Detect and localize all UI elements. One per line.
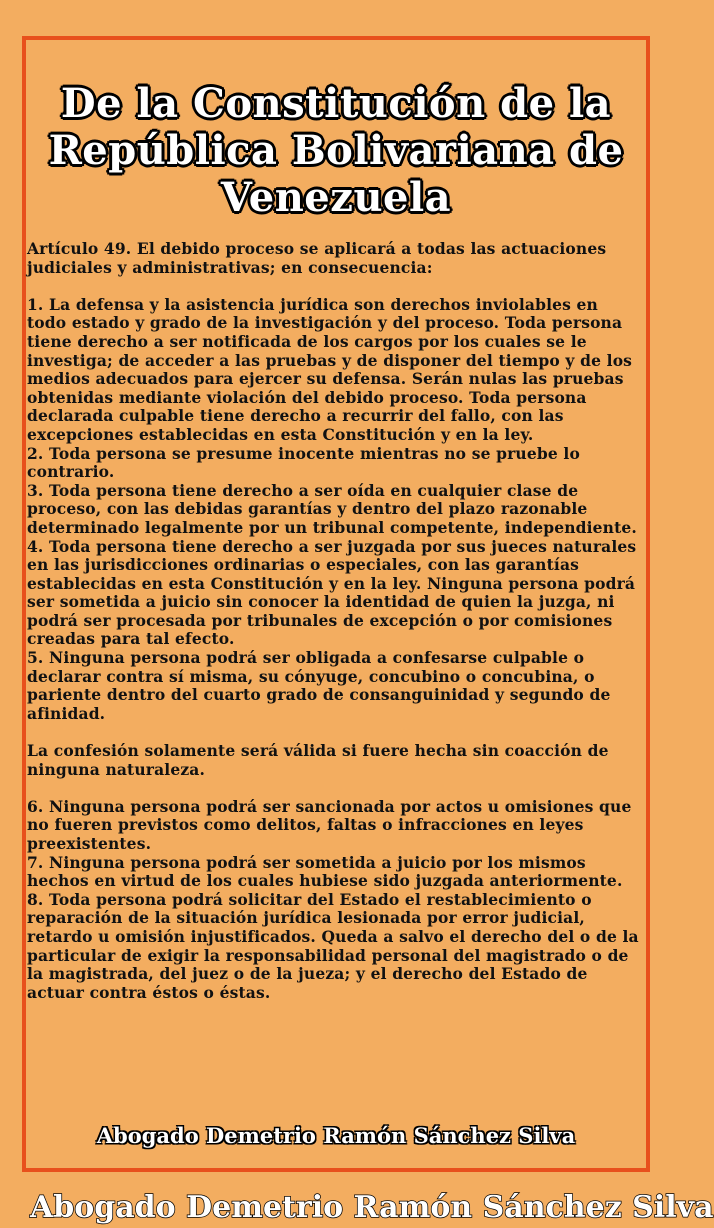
article-item: 7. Ninguna persona podrá ser sometida a juicio por los mismos hechos en virtud de los cuales hubiese sido juzgada anteriormente. <box>27 852 623 891</box>
article-body <box>27 240 639 1002</box>
article-item: 2. Toda persona se presume inocente mientras no se pruebe lo contrario. <box>27 443 580 482</box>
author-signature: Abogado Demetrio Ramón Sánchez Silva <box>96 1123 576 1148</box>
article-item: 1. La defensa y la asistencia jurídica son derechos inviolables en todo estado y grado de la investigación y del proceso. Toda persona tiene derecho a ser notificada de los cargos por los cuales se le investiga; de acceder a las pruebas y de disponer del tiempo y de los medios adecuados para ejercer su defensa. Serán nulas las pruebas obtenidas mediante violación del debido proceso. Toda persona declarada culpable tiene derecho a recurrir del fallo, con las excepciones establecidas en esta Constitución y en la ley. <box>27 294 633 444</box>
paragraph-gap <box>27 779 639 798</box>
title-line: De la Constitución de la <box>60 80 612 127</box>
paragraph-gap <box>27 723 639 742</box>
document-title <box>22 80 650 221</box>
confession-note: La confesión solamente será válida si fuere hecha sin coacción de ninguna naturaleza. <box>27 741 609 779</box>
title-line: República Bolivariana de <box>48 127 624 174</box>
article-item: 3. Toda persona tiene derecho a ser oída en cualquier clase de proceso, con las debidas garantías y dentro del plazo razonable determinado legalmente por un tribunal competente, independiente. <box>27 480 637 537</box>
article-item: 8. Toda persona podrá solicitar del Estado el restablecimiento o reparación de la situación jurídica lesionada por error judicial, retardo u omisión injustificados. Queda a salvo el derecho del o de la particular de exigir la responsabilidad personal del magistrado o de la magistrada, del juez o de la jueza; y el derecho del Estado de actuar contra éstos o éstas. <box>27 889 639 1002</box>
article-intro: Artículo 49. El debido proceso se aplicará a todas las actuaciones judiciales y administrativas; en consecuencia: <box>27 239 607 277</box>
article-item: 4. Toda persona tiene derecho a ser juzgada por sus jueces naturales en las jurisdicciones ordinarias o especiales, con las garantías establecidas en esta Constitución y en la ley. Ninguna persona podrá ser sometida a juicio sin conocer la identidad de quien la juzga, ni podrá ser procesada por tribunales de excepción o por comisiones creadas para tal efecto. <box>27 536 637 649</box>
cropped-next-line: Abogado Demetrio Ramón Sánchez Silva <box>30 1190 714 1225</box>
article-item: 6. Ninguna persona podrá ser sancionada por actos u omisiones que no fueren previstos como delitos, faltas o infracciones en leyes preexistentes. <box>27 796 632 853</box>
article-item: 5. Ninguna persona podrá ser obligada a confesarse culpable o declarar contra sí misma, su cónyuge, concubino o concubina, o pariente dentro del cuarto grado de consanguinidad y segundo de afinidad. <box>27 648 611 723</box>
title-line: Venezuela <box>220 174 452 221</box>
paragraph-gap <box>27 277 639 296</box>
